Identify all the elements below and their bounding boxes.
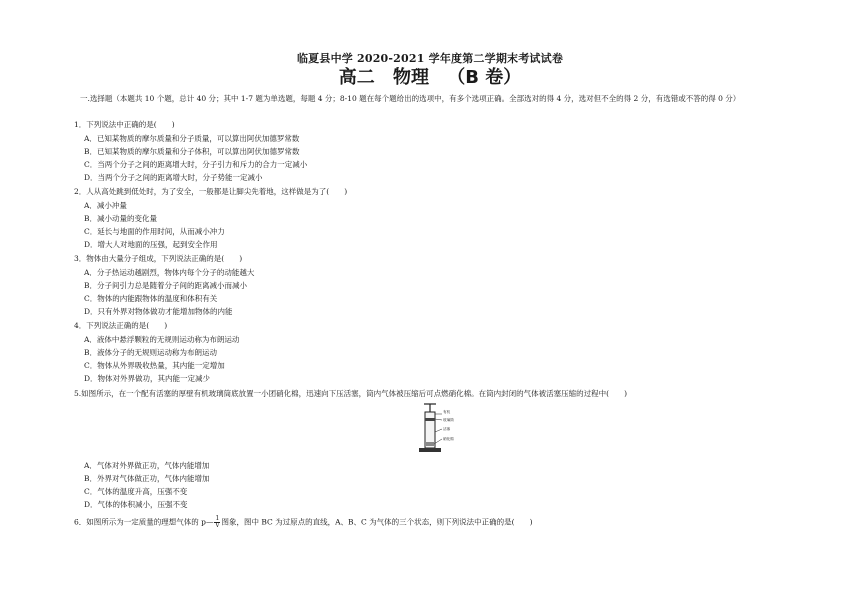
question-3-option-b: B．分子间引力总是随着分子间的距离减小而减小 [84,281,248,290]
question-2-option-b: B．减小动量的变化量 [84,214,158,223]
question-3-stem: 3．物体由大量分子组成，下列说法正确的是( ) [74,254,243,263]
question-5-option-b: B．外界对气体做正功，气体内能增加 [84,474,210,483]
question-1-option-a: A．已知某物质的摩尔质量和分子质量，可以算出阿伏加德罗常数 [84,134,300,143]
question-5-stem: 5.如图所示，在一个配有活塞的厚壁有机玻璃筒底放置一小团硝化棉，迅速向下压活塞，筒内气体被压缩后可点燃硝化棉。在筒内封闭的气体被活塞压缩的过程中( ) [74,389,628,398]
question-3-option-a: A．分子热运动越剧烈，物体内每个分子的动能越大 [84,268,255,277]
question-5-option-a: A．气体对外界做正功，气体内能增加 [84,461,210,470]
question-4-option-b: B．液体分子的无规则运动称为布朗运动 [84,348,218,357]
question-2-option-a: A．减小冲量 [84,201,127,210]
question-2-stem: 2．人从高处跳到低处时，为了安全，一般都是让脚尖先着地，这样做是为了( ) [74,187,348,196]
exam-subject-title [0,63,860,89]
question-6-stem-end: 图象，图中 BC 为过原点的直线，A、B、C 为气体的三个状态，则下列说法中正确的是( ) [221,517,533,527]
question-4-option-c: C．物体从外界吸收热量，其内能一定增加 [84,361,225,370]
question-5-option-d: D．气体的体积减小，压强不变 [84,500,188,509]
question-1-stem: 1．下列说法中正确的是( ) [74,120,175,129]
instructions-text: 一.选择题（本题共 10 个题，总计 40 分；其中 1-7 题为单选题，每题 4 分；8-10 题在每个题给出的选项中，有多个选项正确。全部选对的得 4 分，选对但不全的得 2 分，有选错或不答的得 0 分） [80,94,741,103]
subject-label: 物理 [393,67,429,88]
question-3-option-c: C．物体的内能跟物体的温度和体积有关 [84,294,218,303]
figure-label-nitrocotton: 硝化棉 [443,437,454,441]
question-6-stem-start: 6．如图所示为一定质量的理想气体的 p— [74,517,214,527]
question-1-option-d: D．当两个分子之间的距离增大时，分子势能一定减小 [84,173,263,182]
question-3-option-d: D．只有外界对物体做功才能增加物体的内能 [84,307,233,316]
fraction-numerator: 1 [215,515,220,522]
question-4-option-a: A．液体中悬浮颗粒的无规则运动称为布朗运动 [84,335,240,344]
question-4-stem: 4．下列说法正确的是( ) [74,321,168,330]
question-2-option-d: D．增大人对地面的压强，起到安全作用 [84,240,218,249]
figure-label-glass-tube: 玻璃筒 [443,418,454,422]
paper-version-label: （B 卷） [447,67,522,88]
figure-label-organic: 有机 [443,410,451,414]
fraction-denominator: V [215,522,220,529]
question-4-option-d: D．物体对外界做功，其内能一定减少 [84,374,211,383]
one-over-v-fraction [214,516,220,529]
question-6-stem [74,516,533,529]
question-1-option-b: B．已知某物质的摩尔质量和分子体积，可以算出阿伏加德罗常数 [84,147,300,156]
section-instructions [64,92,804,106]
glass-cylinder-figure [410,402,462,456]
question-1-option-c: C．当两个分子之间的距离增大时，分子引力和斥力的合力一定减小 [84,160,308,169]
figure-label-piston: 活塞 [443,427,451,431]
grade-label: 高二 [338,67,375,88]
school-title: 临夏县中学 2020-2021 学年度第二学期末考试试卷 [296,52,564,65]
question-5-option-c: C．气体的温度升高，压强不变 [84,487,188,496]
question-2-option-c: C．延长与地面的作用时间，从而减小冲力 [84,227,225,236]
